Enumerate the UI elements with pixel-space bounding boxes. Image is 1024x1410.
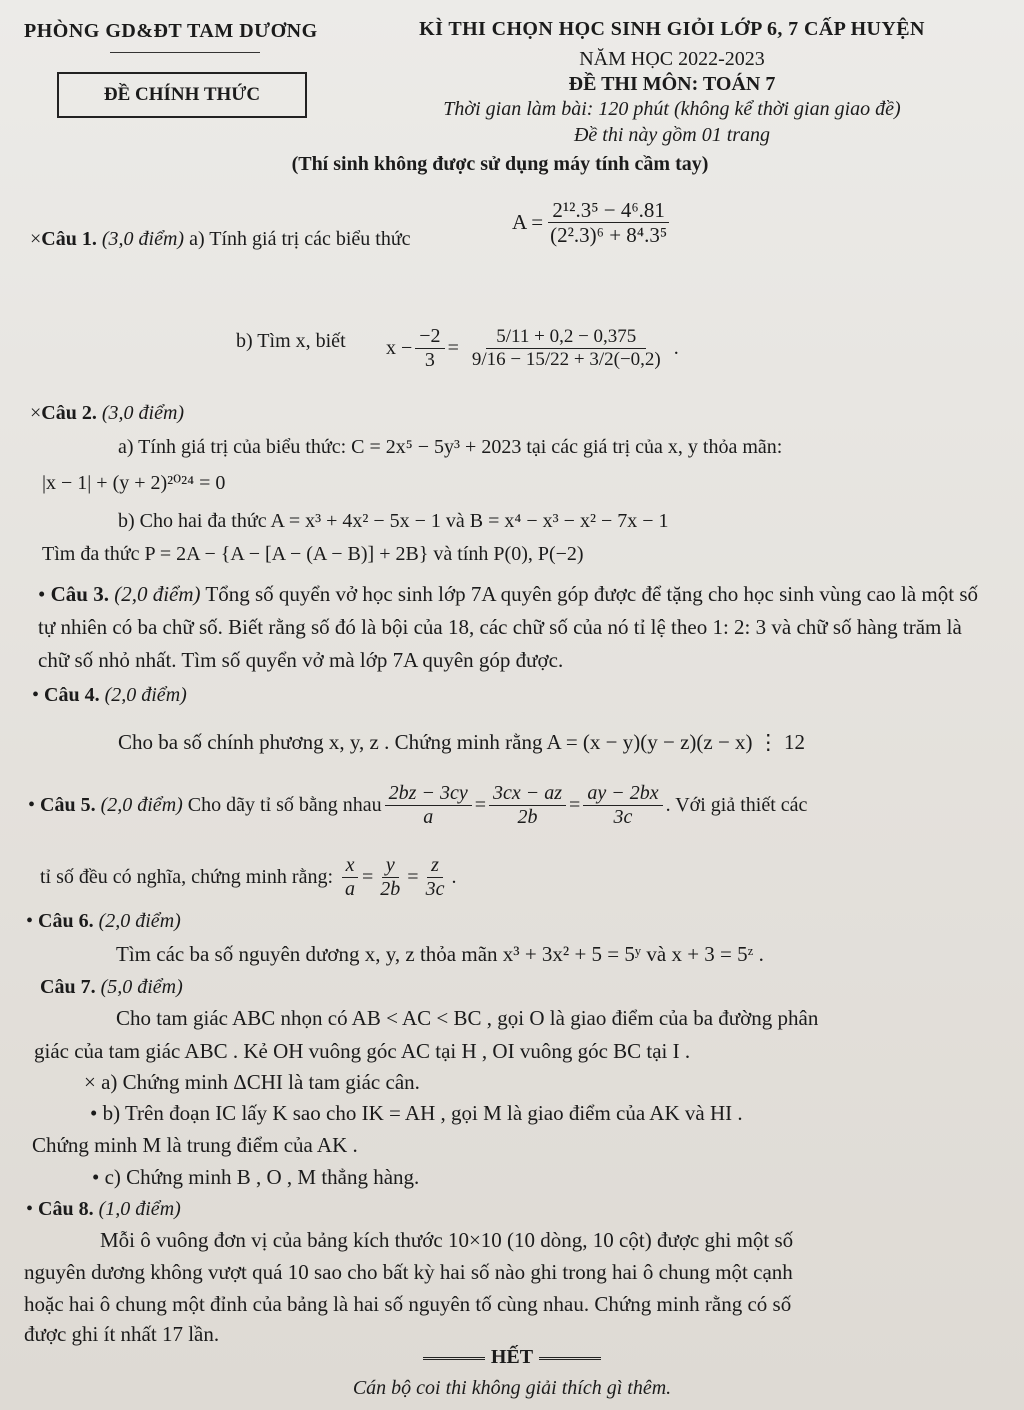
q1-a-formula [512, 198, 674, 247]
q3-points: (2,0 điểm) [114, 582, 201, 606]
official-label-box [57, 72, 307, 118]
q1-a-line [30, 228, 411, 251]
q7-header [40, 976, 183, 999]
q4-mark: • [32, 684, 40, 706]
q5-ratio-3-den: 3c [613, 805, 633, 828]
q3-mark: • [38, 582, 46, 606]
q7-label: Câu 7. [40, 976, 96, 998]
q1-b-big-den: 9/16 − 15/22 + 3/2(−0,2) [471, 348, 661, 370]
q8-text-1: Mỗi ô vuông đơn vị của bảng kích thước 10×10 (10 dòng, 10 cột) được ghi một số [100, 1228, 794, 1252]
q8-mark: • [26, 1198, 34, 1220]
q5-ratio-2 [489, 782, 566, 829]
q7-intro-1: Cho tam giác ABC nhọn có AB < AC < BC , gọi O là giao điểm của ba đường phân [116, 1006, 819, 1030]
q8-text-2: nguyên dương không vượt quá 10 sao cho bất kỳ hai số nào ghi trong hai ô chung một cạnh [24, 1260, 793, 1284]
exam-title: KÌ THI CHỌN HỌC SINH GIỎI LỚP 6, 7 CẤP HUYỆN [419, 18, 925, 40]
q2-header [30, 402, 184, 425]
q1-label: Câu 1. [41, 228, 97, 250]
q6-mark: • [26, 910, 34, 932]
q1-b-big-fraction [462, 326, 671, 371]
q1-b-period: . [673, 336, 679, 359]
q8-text-4: được ghi ít nhất 17 lần. [24, 1322, 220, 1346]
q1-b-equals: = [447, 336, 459, 359]
q1-b-small-num: −2 [415, 325, 444, 349]
q7-part-b-1: • b) Trên đoạn IC lấy K sao cho IK = AH , gọi M là giao điểm của AK và HI . [90, 1101, 743, 1125]
q1-a-fraction [546, 198, 671, 247]
q5-tail: . Với giả thiết các [665, 793, 808, 816]
q6-label: Câu 6. [38, 910, 94, 932]
q2-a-condition: |x − 1| + (y + 2)²⁰²⁴ = 0 [42, 472, 226, 494]
q8-text-3: hoặc hai ô chung một đỉnh của bảng là hai số nguyên tố cùng nhau. Chứng minh rằng có số [24, 1292, 792, 1316]
end-left-rule [423, 1357, 485, 1360]
q7-part-c: • c) Chứng minh B , O , M thẳng hàng. [92, 1165, 420, 1189]
q6-header [26, 910, 181, 933]
q3-label: Câu 3. [50, 582, 109, 606]
q5-result-2 [376, 854, 404, 901]
q5-ratio-3-num: ay − 2bx [583, 782, 662, 806]
q5-line2: tỉ số đều có nghĩa, chứng minh rằng: $\frac{x}{a}$ = $\frac{y}{2b}$ = $\frac{z}{3c}$ . [40, 853, 457, 900]
q6-points: (2,0 điểm) [98, 910, 181, 932]
q5-ratio-3 [583, 782, 662, 829]
q5-label: Câu 5. [40, 793, 96, 816]
q1-b-lhs: x − [386, 336, 413, 359]
q5-result-2-den: 2b [380, 877, 401, 900]
q1-a-text: a) Tính giá trị các biểu thức [189, 228, 411, 250]
q2-b-task: Tìm đa thức P = 2A − {A − [A − (A − B)] + 2B} và tính P(0), P(−2) [42, 543, 584, 565]
q1-a-denominator: (2².3)⁶ + 8⁴.3⁵ [550, 223, 668, 248]
q7-part-b-2: Chứng minh M là trung điểm của AK . [32, 1133, 358, 1157]
department-name: PHÒNG GD&ĐT TAM DƯƠNG [24, 20, 318, 42]
q1-b-text: b) Tìm x, biết [236, 330, 346, 352]
q2-b-text: b) Cho hai đa thức A = x³ + 4x² − 5x − 1 và B = x⁴ − x³ − x² − 7x − 1 [118, 510, 669, 532]
q1-b-big-num: 5/11 + 0,2 − 0,375 [486, 326, 646, 349]
q8-points: (1,0 điểm) [98, 1198, 181, 1220]
q2-mark: × [30, 402, 42, 424]
q4-text: Cho ba số chính phương x, y, z . Chứng minh rằng A = (x − y)(y − z)(z − x) ⋮ 12 [118, 730, 806, 754]
q5-result-1 [341, 854, 359, 901]
q4-header [32, 684, 187, 707]
q6-text: Tìm các ba số nguyên dương x, y, z thỏa mãn x³ + 3x² + 5 = 5ʸ và x + 3 = 5ᶻ . [116, 942, 764, 966]
q4-label: Câu 4. [44, 684, 100, 706]
end-text: HẾT [490, 1346, 534, 1368]
end-right-rule [539, 1357, 601, 1360]
q5-ratio-1-den: a [423, 805, 434, 828]
q2-label: Câu 2. [41, 402, 97, 424]
q7-part-a: × a) Chứng minh ΔCHI là tam giác cân. [84, 1070, 420, 1094]
subject-title: ĐỀ THI MÔN: TOÁN 7 [568, 73, 776, 95]
q5-ratio-2-num: 3cx − az [489, 782, 566, 806]
q2-a-text: a) Tính giá trị của biểu thức: C = 2x⁵ − 5y³ + 2023 tại các giá trị của x, y thỏa mãn: [118, 436, 783, 458]
time-limit: Thời gian làm bài: 120 phút (không kể thời gian giao đề) [443, 98, 901, 120]
q2-points: (3,0 điểm) [101, 402, 185, 424]
q1-a-numerator: 2¹².3⁵ − 4⁶.81 [548, 198, 669, 223]
q5-result-1-num: x [342, 854, 359, 878]
q5-ratio-1 [385, 782, 472, 829]
page-count: Đề thi này gồm 01 trang [573, 124, 771, 146]
q1-b-formula [386, 298, 679, 398]
q5-line1: • Câu 5. (2,0 điểm) Cho dãy tỉ số bằng nhau $\frac{2bz - 3cy}{a}$ = $\frac{3cx - az}{2b}$ = $\frac{ay - 2bx}{3c}$ . Với giả thiết các [28, 781, 808, 828]
end-marker [0, 1346, 1024, 1369]
calculator-note: (Thí sinh không được sử dụng máy tính cầm tay) [291, 153, 709, 175]
q5-mark: • [28, 793, 36, 816]
q5-line2-text: tỉ số đều có nghĩa, chứng minh rằng: [40, 865, 334, 888]
q5-result-1-den: a [345, 877, 356, 900]
q1-b-small-fraction [415, 325, 444, 372]
q5-result-3-den: 3c [425, 877, 445, 900]
q3-block [38, 578, 988, 677]
q7-intro-2: giác của tam giác ABC . Kẻ OH vuông góc AC tại H , OI vuông góc BC tại I . [34, 1039, 691, 1063]
q5-lead: Cho dãy tỉ số bằng nhau [187, 793, 382, 816]
q5-result-3 [422, 854, 449, 901]
q5-result-2-num: y [382, 854, 399, 878]
q1-points: (3,0 điểm) [101, 228, 185, 250]
q8-label: Câu 8. [38, 1198, 94, 1220]
q4-points: (2,0 điểm) [104, 684, 187, 706]
q8-header [26, 1198, 181, 1221]
q5-result-3-num: z [427, 854, 443, 878]
q1-b-small-den: 3 [424, 348, 435, 371]
official-label: ĐỀ CHÍNH THỨC [103, 84, 261, 105]
q5-ratio-1-num: 2bz − 3cy [385, 782, 472, 806]
q5-ratio-2-den: 2b [517, 805, 538, 828]
q1-mark: × [30, 228, 42, 250]
q1-a-lhs: A = [512, 210, 544, 235]
q3-text: Tổng số quyển vở học sinh lớp 7A quyên góp được để tặng cho học sinh vùng cao là một số tự nhiên có ba chữ số. Biết rằng số đó là bội của 18, các chữ số của nó tỉ lệ theo 1: 2: 3 và chữ số hàng trăm là chữ số nhỏ nhất. Tìm số quyển vở mà lớp 7A quyên góp được. [38, 582, 978, 672]
school-year: NĂM HỌC 2022-2023 [579, 48, 765, 70]
q7-points: (5,0 điểm) [100, 976, 183, 998]
proctor-note: Cán bộ coi thi không giải thích gì thêm. [352, 1377, 672, 1399]
q5-points: (2,0 điểm) [100, 793, 183, 816]
header-divider [110, 52, 260, 53]
